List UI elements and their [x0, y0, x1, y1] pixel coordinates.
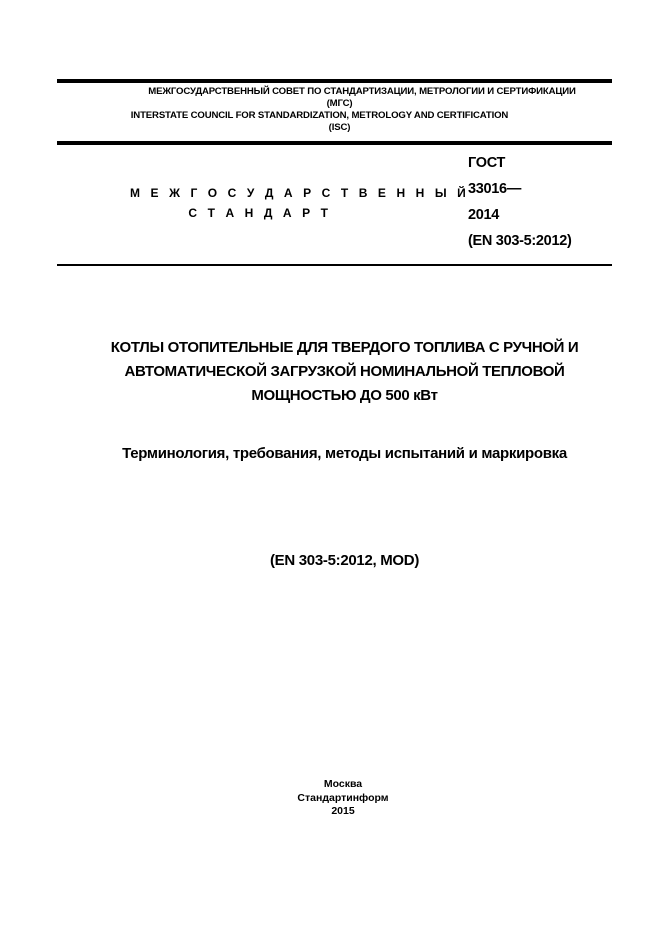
designation-line-1: ГОСТ — [468, 155, 506, 171]
bottom-rule — [57, 264, 612, 266]
standard-kind-line-2: С Т А Н Д А Р Т — [188, 206, 332, 220]
middle-rule — [57, 141, 612, 145]
top-rule — [57, 79, 612, 83]
modification-note: (EN 303-5:2012, MOD) — [269, 552, 420, 569]
designation-line-2: 33016— — [468, 181, 522, 197]
document-title — [57, 336, 632, 408]
council-name-en: INTERSTATE COUNCIL FOR STANDARDIZATION, METROLOGY AND CERTIFICATION — [130, 110, 509, 121]
designation-line-3: 2014 — [468, 207, 500, 223]
designation-line-4: (EN 303-5:2012) — [468, 233, 572, 249]
council-header — [57, 86, 612, 134]
standard-kind — [130, 183, 470, 223]
council-abbr-en: (ISC) — [328, 122, 351, 133]
council-abbr-ru: (МГС) — [326, 98, 353, 109]
document-subtitle: Терминология, требования, методы испытаний и маркировка — [122, 445, 567, 462]
imprint-publisher: Стандартинформ — [297, 791, 389, 804]
council-name-ru: МЕЖГОСУДАРСТВЕННЫЙ СОВЕТ ПО СТАНДАРТИЗАЦИИ, МЕТРОЛОГИИ И СЕРТИФИКАЦИИ — [148, 86, 576, 97]
title-line-1: КОТЛЫ ОТОПИТЕЛЬНЫЕ ДЛЯ ТВЕРДОГО ТОПЛИВА С РУЧНОЙ И — [110, 339, 579, 356]
imprint-city: Москва — [323, 778, 363, 790]
title-line-2: АВТОМАТИЧЕСКОЙ ЗАГРУЗКОЙ НОМИНАЛЬНОЙ ТЕПЛОВОЙ — [124, 363, 565, 380]
standard-kind-line-1: М Е Ж Г О С У Д А Р С Т В Е Н Н Ы Й — [130, 186, 470, 200]
standard-designation — [468, 150, 572, 254]
imprint-year: 2015 — [331, 805, 355, 817]
imprint — [243, 778, 443, 819]
title-line-3: МОЩНОСТЬЮ ДО 500 кВт — [251, 387, 438, 404]
